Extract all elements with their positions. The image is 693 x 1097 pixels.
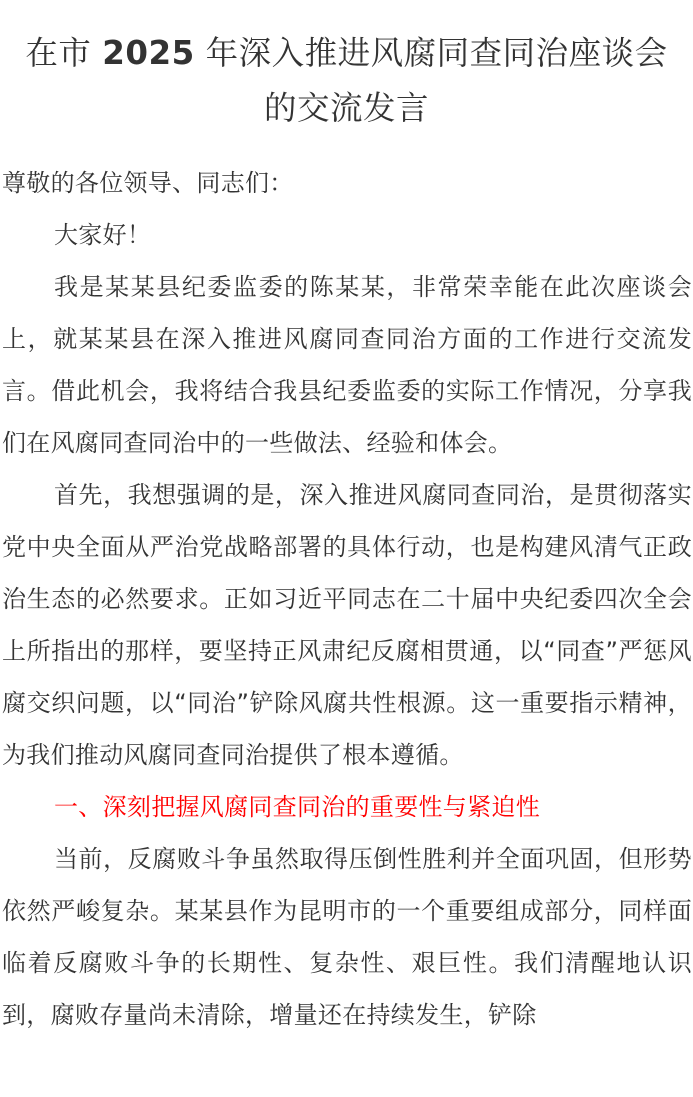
- paragraph-intro: 我是某某县纪委监委的陈某某，非常荣幸能在此次座谈会上，就某某县在深入推进风腐同查同治方面的工作进行交流发言。借此机会，我将结合我县纪委监委的实际工作情况，分享我们在风腐同查同治中的一些做法、经验和体会。: [2, 273, 692, 457]
- document-title: [0, 0, 693, 136]
- paragraph-section-one: 当前，反腐败斗争虽然取得压倒性胜利并全面巩固，但形势依然严峻复杂。某某县作为昆明市的一个重要组成部分，同样面临着反腐败斗争的长期性、复杂性、艰巨性。我们清醒地认识到，腐败存量尚未清除，增量还在持续发生，铲除: [2, 845, 692, 1029]
- title-year: 2025: [102, 34, 195, 72]
- title-line-1: [0, 26, 693, 81]
- paragraph-emphasis: 首先，我想强调的是，深入推进风腐同查同治，是贯彻落实党中央全面从严治党战略部署的具体行动，也是构建风清气正政治生态的必然要求。正如习近平同志在二十届中央纪委四次全会上所指出的那样，要坚持正风肃纪反腐相贯通，以“同查”严惩风腐交织问题，以“同治”铲除风腐共性根源。这一重要指示精神，为我们推动风腐同查同治提供了根本遵循。: [2, 481, 692, 769]
- paragraph-greeting: 大家好！: [54, 221, 152, 249]
- title-prefix: 在市: [25, 34, 103, 72]
- section-heading: 一、深刻把握风腐同查同治的重要性与紧迫性: [54, 793, 540, 821]
- document-body: [2, 157, 692, 1041]
- salutation: 尊敬的各位领导、同志们：: [2, 169, 294, 197]
- title-suffix: 年深入推进风腐同查同治座谈会: [194, 34, 668, 72]
- title-line-2: 的交流发言: [263, 89, 429, 127]
